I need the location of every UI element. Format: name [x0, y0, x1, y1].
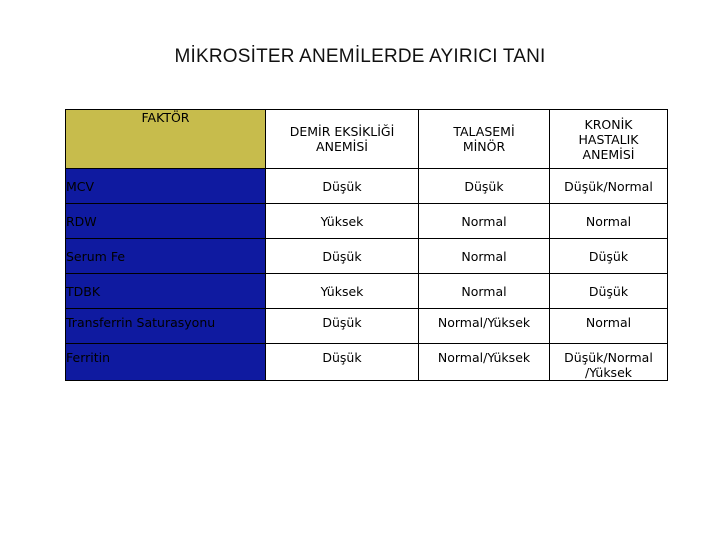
table-cell: Düşük: [550, 239, 668, 274]
table-body: [66, 169, 668, 381]
table-cell: Normal: [419, 204, 550, 239]
table-cell: Düşük: [266, 169, 419, 204]
table-cell: Düşük: [266, 309, 419, 344]
column-header: KRONİK HASTALIK ANEMİSİ: [550, 110, 668, 169]
table-cell: Normal: [419, 239, 550, 274]
table-row: [66, 309, 668, 344]
row-label: Ferritin: [66, 344, 266, 381]
table-cell: Yüksek: [266, 274, 419, 309]
table-cell: Normal: [550, 204, 668, 239]
table-cell: Düşük: [419, 169, 550, 204]
table-cell: Düşük/Normal: [550, 169, 668, 204]
factor-header: FAKTÖR: [66, 110, 266, 169]
table-cell: Düşük: [550, 274, 668, 309]
table-row: [66, 239, 668, 274]
page-title: MİKROSİTER ANEMİLERDE AYIRICI TANI: [174, 46, 546, 67]
row-label: MCV: [66, 169, 266, 204]
table-row: [66, 274, 668, 309]
table-row: [66, 344, 668, 381]
column-header: TALASEMİ MİNÖR: [419, 110, 550, 169]
row-label: RDW: [66, 204, 266, 239]
table-cell: Düşük/Normal /Yüksek: [550, 344, 668, 381]
table-cell: Normal: [550, 309, 668, 344]
row-label: Transferrin Saturasyonu: [66, 309, 266, 344]
table-cell: Yüksek: [266, 204, 419, 239]
table-cell: Normal/Yüksek: [419, 309, 550, 344]
differential-diagnosis-table: [65, 109, 668, 381]
table-cell: Düşük: [266, 239, 419, 274]
table-cell: Normal/Yüksek: [419, 344, 550, 381]
table-cell: Normal: [419, 274, 550, 309]
table-cell: Düşük: [266, 344, 419, 381]
table-row: [66, 169, 668, 204]
row-label: TDBK: [66, 274, 266, 309]
column-header: DEMİR EKSİKLİĞİ ANEMİSİ: [266, 110, 419, 169]
row-label: Serum Fe: [66, 239, 266, 274]
table-row: [66, 204, 668, 239]
table-header-row: [66, 110, 668, 169]
